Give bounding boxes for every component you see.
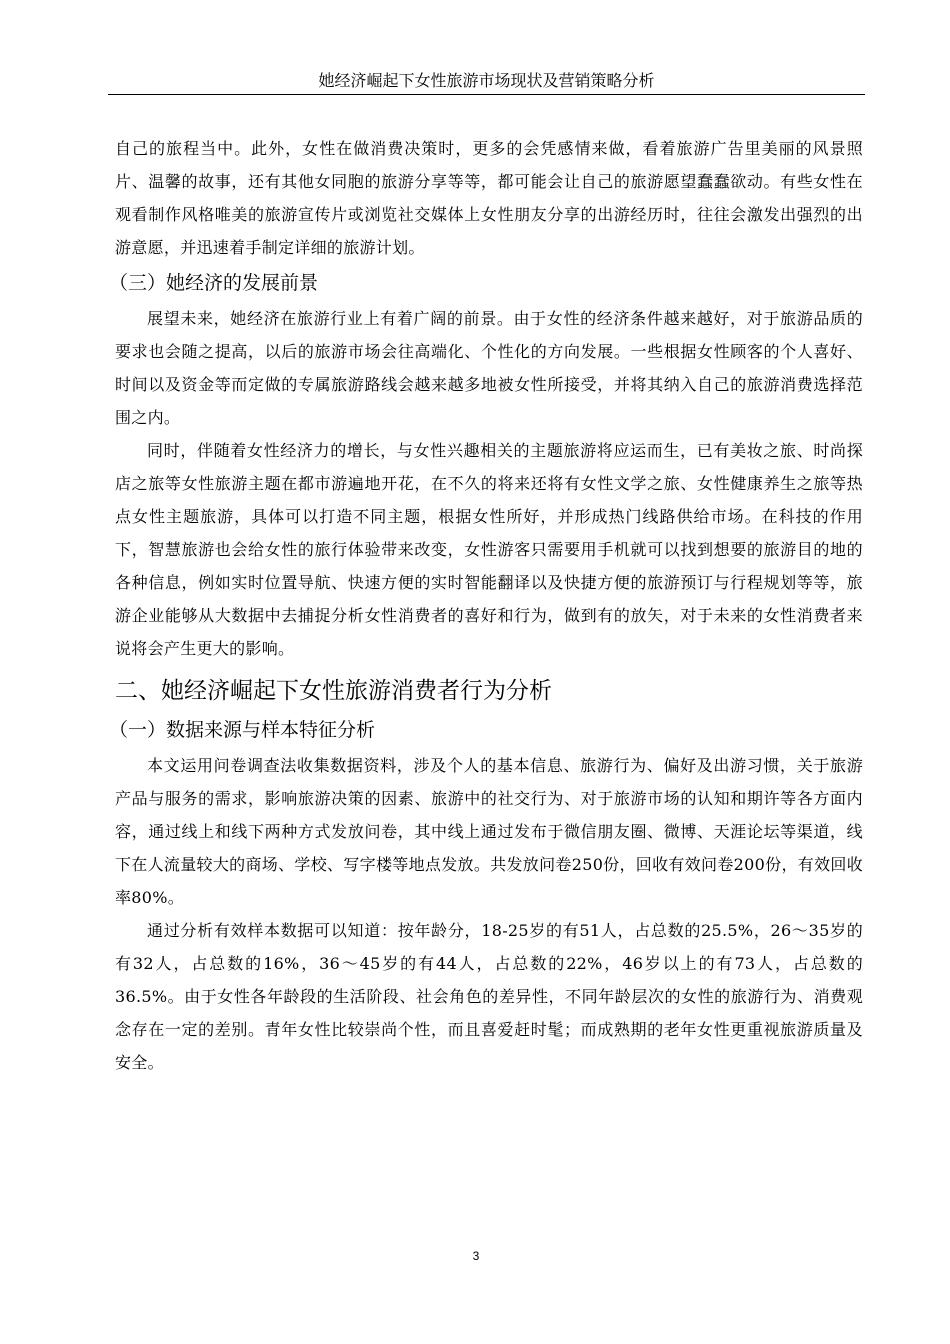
section-heading-data-source: （一）数据来源与样本特征分析 [109, 719, 376, 741]
paragraph-prospects-1: 展望未来，她经济在旅游行业上有着广阔的前景。由于女性的经济条件越来越好，对于旅游品质的要求也会随之提高，以后的旅游市场会往高端化、个性化的方向发展。一些根据女性顾客的个人喜好、时间以及资金等而定做的专属旅游路线会越来越多地被女性所接受，并将其纳入自己的旅游消费选择范围之内。 [115, 309, 863, 427]
paragraph-prospects-2: 同时，伴随着女性经济力的增长，与女性兴趣相关的主题旅游将应运而生，已有美妆之旅、时尚探店之旅等女性旅游主题在都市游遍地开花，在不久的将来还将有女性文学之旅、女性健康养生之旅等热点女性主题旅游，具体可以打造不同主题，根据女性所好，并形成热门线路供给市场。在科技的作用下，智慧旅游也会给女性的旅行体验带来改变，女性游客只需要用手机就可以找到想要的旅游目的地的各种信息，例如实时位置导航、快速方便的实时智能翻译以及快捷方便的旅游预订与行程规划等等，旅游企业能够从大数据中去捕捉分析女性消费者的喜好和行为，做到有的放矢，对于未来的女性消费者来说将会产生更大的影响。 [115, 441, 863, 658]
section-heading-prospects: （三）她经济的发展前景 [109, 272, 319, 294]
paragraph-data-source-1: 本文运用问卷调查法收集数据资料，涉及个人的基本信息、旅游行为、偏好及出游习惯，关于旅游产品与服务的需求，影响旅游决策的因素、旅游中的社交行为、对于旅游市场的认知和期许等各方面内容，通过线上和线下两种方式发放问卷，其中线上通过发布于微信朋友圈、微博、天涯论坛等渠道，线下在人流量较大的商场、学校、写字楼等地点发放。共发放问卷250份，回收有效问卷200份，有效回收率80%。 [115, 756, 863, 907]
running-header: 她经济崛起下女性旅游市场现状及营销策略分析 [108, 68, 865, 95]
document-body [109, 132, 863, 1079]
continued-paragraph: 自己的旅程当中。此外，女性在做消费决策时，更多的会凭感情来做，看着旅游广告里美丽的风景照片、温馨的故事，还有其他女同胞的旅游分享等等，都可能会让自己的旅游愿望蠢蠢欲动。有些女性在观看制作风格唯美的旅游宣传片或浏览社交媒体上女性朋友分享的出游经历时，往往会激发出强烈的出游意愿，并迅速着手制定详细的旅游计划。 [115, 139, 863, 257]
page-number: 3 [472, 1249, 480, 1263]
paragraph-data-source-2: 通过分析有效样本数据可以知道：按年龄分，18-25岁的有51人，占总数的25.5%，26～35岁的有32人，占总数的16%，36～45岁的有44人，占总数的22%，46岁以上的有73人，占总数的36.5%。由于女性各年龄段的生活阶段、社会角色的差异性，不同年龄层次的女性的旅游行为、消费观念存在一定的差别。青年女性比较崇尚个性，而且喜爱赶时髦；而成熟期的老年女性更重视旅游质量及安全。 [115, 921, 863, 1072]
chapter-heading-consumer-behavior: 二、她经济崛起下女性旅游消费者行为分析 [115, 678, 552, 704]
